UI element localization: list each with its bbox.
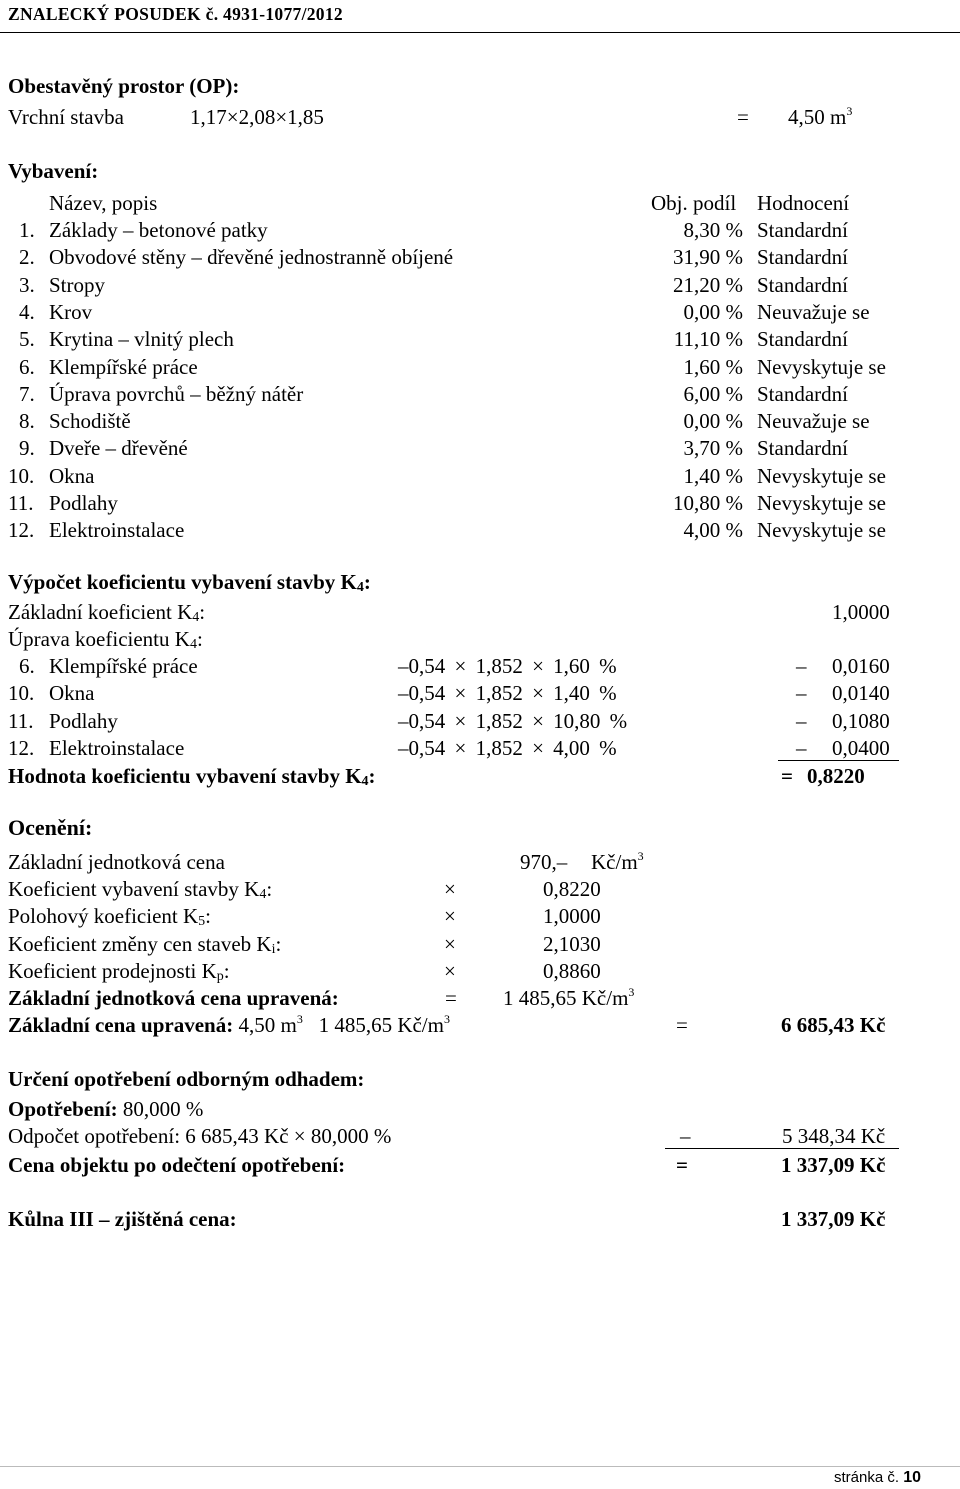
- item-number: 9.: [19, 436, 35, 460]
- item-share: 21,20 %: [673, 273, 743, 297]
- k4-row-name: Okna: [49, 681, 95, 705]
- k4-row-value: 0,0400: [832, 736, 890, 760]
- coefficient-label: Koeficient změny cen staveb Ki:: [8, 932, 282, 957]
- item-number: 2.: [19, 245, 35, 269]
- header-divider: [0, 32, 960, 33]
- item-rating: Standardní: [757, 382, 848, 406]
- coefficient-label: Koeficient vybavení stavby K4:: [8, 877, 273, 902]
- k4-row-name: Klempířské práce: [49, 654, 198, 678]
- item-name: Schodiště: [49, 409, 131, 433]
- k4-row-value: 0,0160: [832, 654, 890, 678]
- item-share: 8,30 %: [683, 218, 743, 242]
- oceneni-heading: Ocenění:: [8, 815, 93, 840]
- item-share: 10,80 %: [673, 491, 743, 515]
- item-rating: Standardní: [757, 245, 848, 269]
- coefficient-value: 0,8220: [543, 877, 601, 901]
- vybaveni-heading: Vybavení:: [8, 159, 99, 183]
- item-name: Podlahy: [49, 491, 118, 515]
- item-number: 4.: [19, 300, 35, 324]
- k4-base-label: Základní koeficient K4:: [8, 600, 206, 625]
- item-name: Elektroinstalace: [49, 518, 185, 542]
- k4-sum-rule: [778, 760, 899, 761]
- k4-row-sign: –: [796, 736, 807, 760]
- k4-heading: Výpočet koeficientu vybavení stavby K4:: [8, 570, 371, 595]
- deduct-rule: [665, 1148, 899, 1149]
- deduct-label: Odpočet opotřebení: 6 685,43 Kč × 80,000 %: [8, 1124, 392, 1148]
- wear-row: Opotřebení: 80,000 %: [8, 1097, 204, 1121]
- item-rating: Nevyskytuje se: [757, 518, 886, 542]
- net-label: Cena objektu po odečtení opotřebení:: [8, 1153, 346, 1177]
- item-number: 7.: [19, 382, 35, 406]
- coefficient-value: 1,0000: [543, 904, 601, 928]
- net-value: 1 337,09 Kč: [781, 1153, 886, 1177]
- item-rating: Standardní: [757, 273, 848, 297]
- k4-row-number: 10.: [8, 681, 35, 705]
- k4-row-sign: –: [796, 681, 807, 705]
- item-share: 1,60 %: [683, 355, 743, 379]
- k4-total-label: Hodnota koeficientu vybavení stavby K4:: [8, 764, 376, 789]
- op-heading: Obestavěný prostor (OP):: [8, 74, 240, 98]
- item-name: Základy – betonové patky: [49, 218, 268, 242]
- item-number: 11.: [8, 491, 34, 515]
- item-share: 4,00 %: [683, 518, 743, 542]
- k4-row-name: Elektroinstalace: [49, 736, 185, 760]
- item-name: Dveře – dřevěné: [49, 436, 188, 460]
- col-share-header: Obj. podíl: [651, 191, 737, 215]
- net-equals: =: [676, 1153, 688, 1177]
- deduct-sign: –: [680, 1124, 691, 1148]
- coefficient-value: 0,8860: [543, 959, 601, 983]
- item-name: Úprava povrchů – běžný nátěr: [49, 382, 304, 406]
- k4-row-number: 12.: [8, 736, 35, 760]
- k4-total-equals: =: [781, 764, 793, 788]
- multiply-sign: ×: [444, 959, 456, 983]
- item-share: 1,40 %: [683, 464, 743, 488]
- k4-row-formula: –0,54 × 1,852 × 10,80 %: [398, 709, 628, 733]
- item-share: 0,00 %: [683, 409, 743, 433]
- item-rating: Neuvažuje se: [757, 300, 870, 324]
- adj-price-equals: =: [445, 986, 457, 1010]
- multiply-sign: ×: [444, 877, 456, 901]
- item-name: Krytina – vlnitý plech: [49, 327, 234, 351]
- base-price-value: 970,–: [520, 850, 568, 874]
- adj-price-label: Základní jednotková cena upravená:: [8, 986, 339, 1010]
- item-share: 31,90 %: [673, 245, 743, 269]
- footer-divider: [0, 1466, 960, 1467]
- wear-heading: Určení opotřebení odborným odhadem:: [8, 1067, 365, 1091]
- coefficient-value: 2,1030: [543, 932, 601, 956]
- multiply-sign: ×: [444, 904, 456, 928]
- base-price-label: Základní jednotková cena: [8, 850, 225, 874]
- item-share: 0,00 %: [683, 300, 743, 324]
- coefficient-label: Koeficient prodejnosti Kp:: [8, 959, 230, 984]
- item-share: 3,70 %: [683, 436, 743, 460]
- k4-row-name: Podlahy: [49, 709, 118, 733]
- item-rating: Nevyskytuje se: [757, 355, 886, 379]
- item-number: 8.: [19, 409, 35, 433]
- item-number: 1.: [19, 218, 35, 242]
- k4-adjust-label: Úprava koeficientu K4:: [8, 627, 203, 652]
- op-formula: 1,17×2,08×1,85: [190, 105, 324, 129]
- k4-row-value: 0,1080: [832, 709, 890, 733]
- k4-row-formula: –0,54 × 1,852 × 1,60 %: [398, 654, 617, 678]
- document-header-title: ZNALECKÝ POSUDEK č. 4931-1077/2012: [8, 4, 343, 24]
- item-number: 5.: [19, 327, 35, 351]
- op-equals: =: [737, 105, 749, 129]
- item-name: Obvodové stěny – dřevěné jednostranně obíjené: [49, 245, 454, 269]
- k4-total-value: 0,8220: [807, 764, 865, 788]
- result-label: Kůlna III – zjištěná cena:: [8, 1207, 237, 1231]
- k4-row-sign: –: [796, 709, 807, 733]
- item-number: 12.: [8, 518, 35, 542]
- base-cost-value: 6 685,43 Kč: [781, 1013, 886, 1037]
- k4-row-number: 6.: [19, 654, 35, 678]
- item-share: 6,00 %: [683, 382, 743, 406]
- item-number: 3.: [19, 273, 35, 297]
- page-number: stránka č. 10: [834, 1469, 921, 1486]
- item-name: Klempířské práce: [49, 355, 198, 379]
- result-value: 1 337,09 Kč: [781, 1207, 886, 1231]
- deduct-value: 5 348,34 Kč: [782, 1124, 886, 1148]
- item-number: 6.: [19, 355, 35, 379]
- base-cost-equals: =: [676, 1013, 688, 1037]
- coefficient-label: Polohový koeficient K5:: [8, 904, 211, 929]
- item-rating: Standardní: [757, 327, 848, 351]
- k4-base-value: 1,0000: [832, 600, 890, 624]
- op-label: Vrchní stavba: [8, 105, 124, 129]
- item-rating: Nevyskytuje se: [757, 491, 886, 515]
- item-name: Stropy: [49, 273, 106, 297]
- base-price-unit: $Kč/m^3$: [591, 849, 644, 874]
- base-cost-row: Základní cena upravená: 4,50 $m^3$ 1 485,65 $Kč/m^3$: [8, 1012, 450, 1037]
- k4-row-formula: –0,54 × 1,852 × 4,00 %: [398, 736, 617, 760]
- k4-row-sign: –: [796, 654, 807, 678]
- k4-row-value: 0,0140: [832, 681, 890, 705]
- item-rating: Neuvažuje se: [757, 409, 870, 433]
- k4-row-formula: –0,54 × 1,852 × 1,40 %: [398, 681, 617, 705]
- item-name: Krov: [49, 300, 93, 324]
- op-value: 4,50 $m^3$: [788, 104, 853, 129]
- item-share: 11,10 %: [673, 327, 743, 351]
- item-name: Okna: [49, 464, 95, 488]
- col-rating-header: Hodnocení: [757, 191, 850, 215]
- multiply-sign: ×: [444, 932, 456, 956]
- item-number: 10.: [8, 464, 35, 488]
- k4-row-number: 11.: [8, 709, 34, 733]
- adj-price-value: 1 485,65 $Kč/m^3$: [503, 985, 635, 1010]
- item-rating: Standardní: [757, 436, 848, 460]
- item-rating: Nevyskytuje se: [757, 464, 886, 488]
- col-name-header: Název, popis: [49, 191, 158, 215]
- item-rating: Standardní: [757, 218, 848, 242]
